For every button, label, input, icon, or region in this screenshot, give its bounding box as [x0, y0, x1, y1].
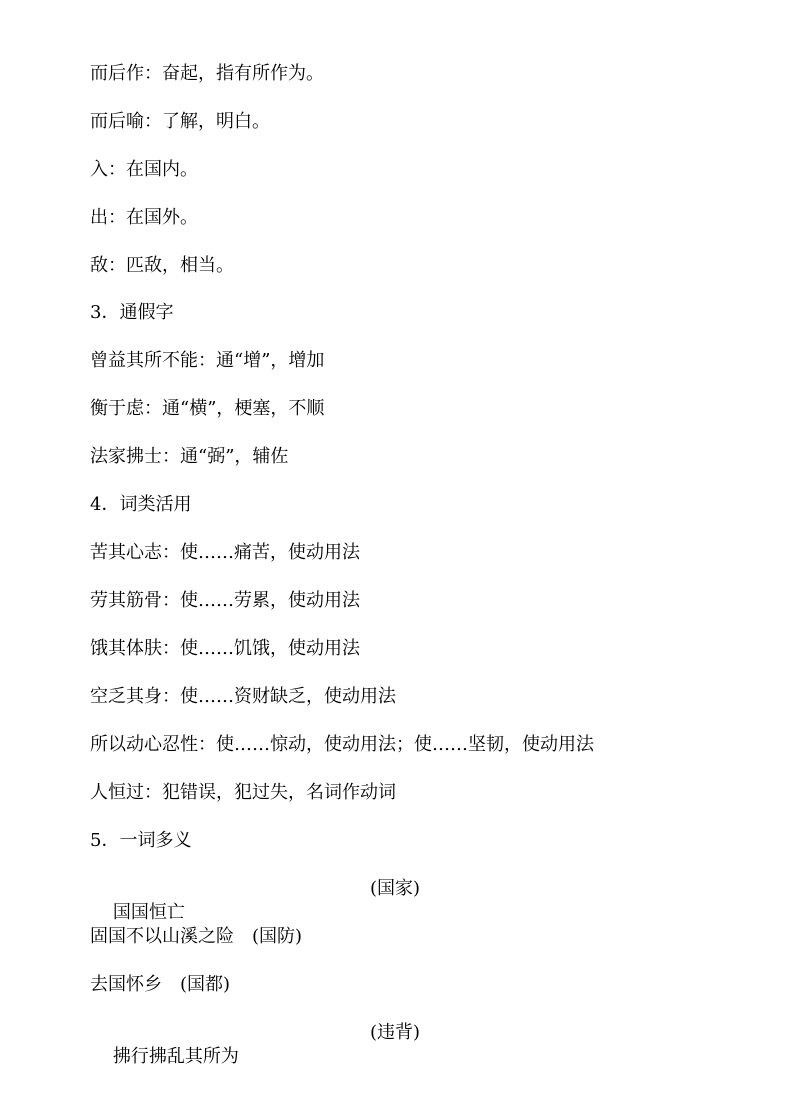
meaning-phrase: 拂行拂乱其所为 — [112, 1046, 239, 1067]
text-line: 去国怀乡 (国都) — [90, 974, 231, 995]
meaning-phrase: 国国恒亡 — [112, 902, 185, 923]
meaning-row — [90, 1021, 239, 1067]
section-heading: 5．一词多义 — [90, 830, 192, 851]
text-line: 而后作：奋起，指有所作为。 — [90, 63, 324, 84]
text-line: 所以动心忍性：使……惊动，使动用法；使……坚韧，使动用法 — [90, 734, 594, 755]
text-line: 衡于虑：通“横”，梗塞，不顺 — [90, 398, 325, 419]
text-line: 出：在国外。 — [90, 207, 198, 228]
section-heading: 3．通假字 — [90, 302, 174, 323]
section-heading: 4．词类活用 — [90, 494, 192, 515]
meaning-row — [90, 877, 185, 923]
text-line: 劳其筋骨：使……劳累，使动用法 — [90, 590, 360, 611]
text-line: 入：在国内。 — [90, 159, 198, 180]
text-line: 人恒过：犯错误，犯过失，名词作动词 — [90, 782, 396, 803]
text-line: 固国不以山溪之险 (国防) — [90, 926, 303, 947]
text-line: 敌：匹敌，相当。 — [90, 255, 234, 276]
meaning-gloss: (国家) — [370, 878, 421, 899]
text-line: 而后喻：了解，明白。 — [90, 111, 270, 132]
text-line: 苦其心志：使……痛苦，使动用法 — [90, 542, 360, 563]
text-line: 饿其体肤：使……饥饿，使动用法 — [90, 638, 360, 659]
text-line: 法家拂士：通“弼”，辅佐 — [90, 446, 289, 467]
text-line: 空乏其身：使……资财缺乏，使动用法 — [90, 686, 396, 707]
text-line: 曾益其所不能：通“增”，增加 — [90, 350, 325, 371]
meaning-gloss: (违背) — [370, 1022, 421, 1043]
